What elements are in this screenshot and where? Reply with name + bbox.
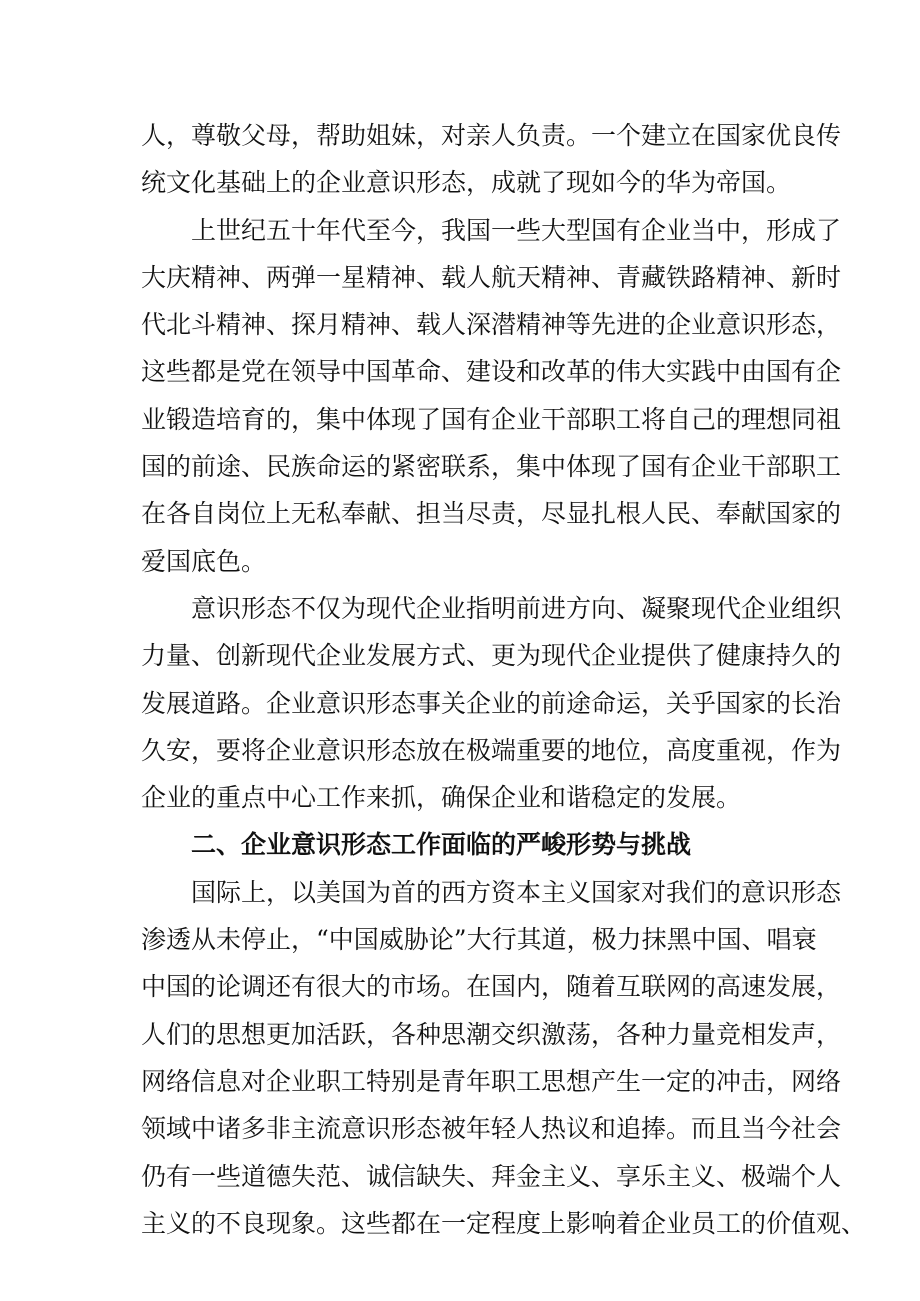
paragraph-4 — [141, 869, 867, 1247]
paragraph-line: 人们的思想更加活跃，各种思潮交织激荡，各种力量竞相发声， — [141, 1019, 842, 1049]
paragraph-3 — [141, 585, 842, 821]
paragraph-line: 仍有一些道德失范、诚信缺失、拜金主义、享乐主义、极端个人 — [141, 1161, 842, 1191]
paragraph-line: 在各自岗位上无私奉献、担当尽责，尽显扎根人民、奉献国家的 — [141, 499, 842, 529]
paragraph-line: 代北斗精神、探月精神、载人深潜精神等先进的企业意识形态， — [141, 310, 842, 340]
paragraph-line: 渗透从未停止，“中国威胁论”大行其道，极力抹黑中国、唱衰 — [141, 925, 817, 955]
paragraph-line: 企业的重点中心工作来抓，确保企业和谐稳定的发展。 — [141, 783, 742, 813]
paragraph-line: 业锻造培育的，集中体现了国有企业干部职工将自己的理想同祖 — [141, 404, 842, 434]
paragraph-line: 力量、创新现代企业发展方式、更为现代企业提供了健康持久的 — [141, 641, 842, 671]
paragraph-line: 这些都是党在领导中国革命、建设和改革的伟大实践中由国有企 — [141, 357, 842, 387]
paragraph-line: 网络信息对企业职工特别是青年职工思想产生一定的冲击，网络 — [141, 1066, 842, 1096]
section-heading: 二、企业意识形态工作面临的严峻形势与挑战 — [191, 830, 692, 860]
paragraph-line: 上世纪五十年代至今，我国一些大型国有企业当中，形成了 — [191, 215, 842, 245]
paragraph-1 — [141, 112, 842, 207]
document-body — [141, 112, 867, 1247]
paragraph-line: 人，尊敬父母，帮助姐妹，对亲人负责。一个建立在国家优良传 — [141, 121, 842, 150]
paragraph-line: 意识形态不仅为现代企业指明前进方向、凝聚现代企业组织 — [191, 593, 842, 623]
paragraph-line: 主义的不良现象。这些都在一定程度上影响着企业员工的价值观、 — [141, 1208, 867, 1238]
paragraph-line: 爱国底色。 — [141, 546, 267, 576]
paragraph-line: 中国的论调还有很大的市场。在国内，随着互联网的高速发展， — [141, 972, 842, 1002]
paragraph-line: 大庆精神、两弹一星精神、载人航天精神、青藏铁路精神、新时 — [141, 262, 842, 292]
paragraph-2 — [141, 207, 842, 585]
paragraph-line: 久安，要将企业意识形态放在极端重要的地位，高度重视，作为 — [141, 735, 842, 765]
paragraph-line: 国的前途、民族命运的紧密联系，集中体现了国有企业干部职工 — [141, 452, 842, 482]
paragraph-line: 发展道路。企业意识形态事关企业的前途命运，关乎国家的长治 — [141, 688, 842, 718]
paragraph-line: 国际上，以美国为首的西方资本主义国家对我们的意识形态 — [191, 877, 842, 907]
paragraph-line: 统文化基础上的企业意识形态，成就了现如今的华为帝国。 — [141, 168, 792, 198]
paragraph-line: 领域中诸多非主流意识形态被年轻人热议和追捧。而且当今社会 — [141, 1114, 842, 1144]
